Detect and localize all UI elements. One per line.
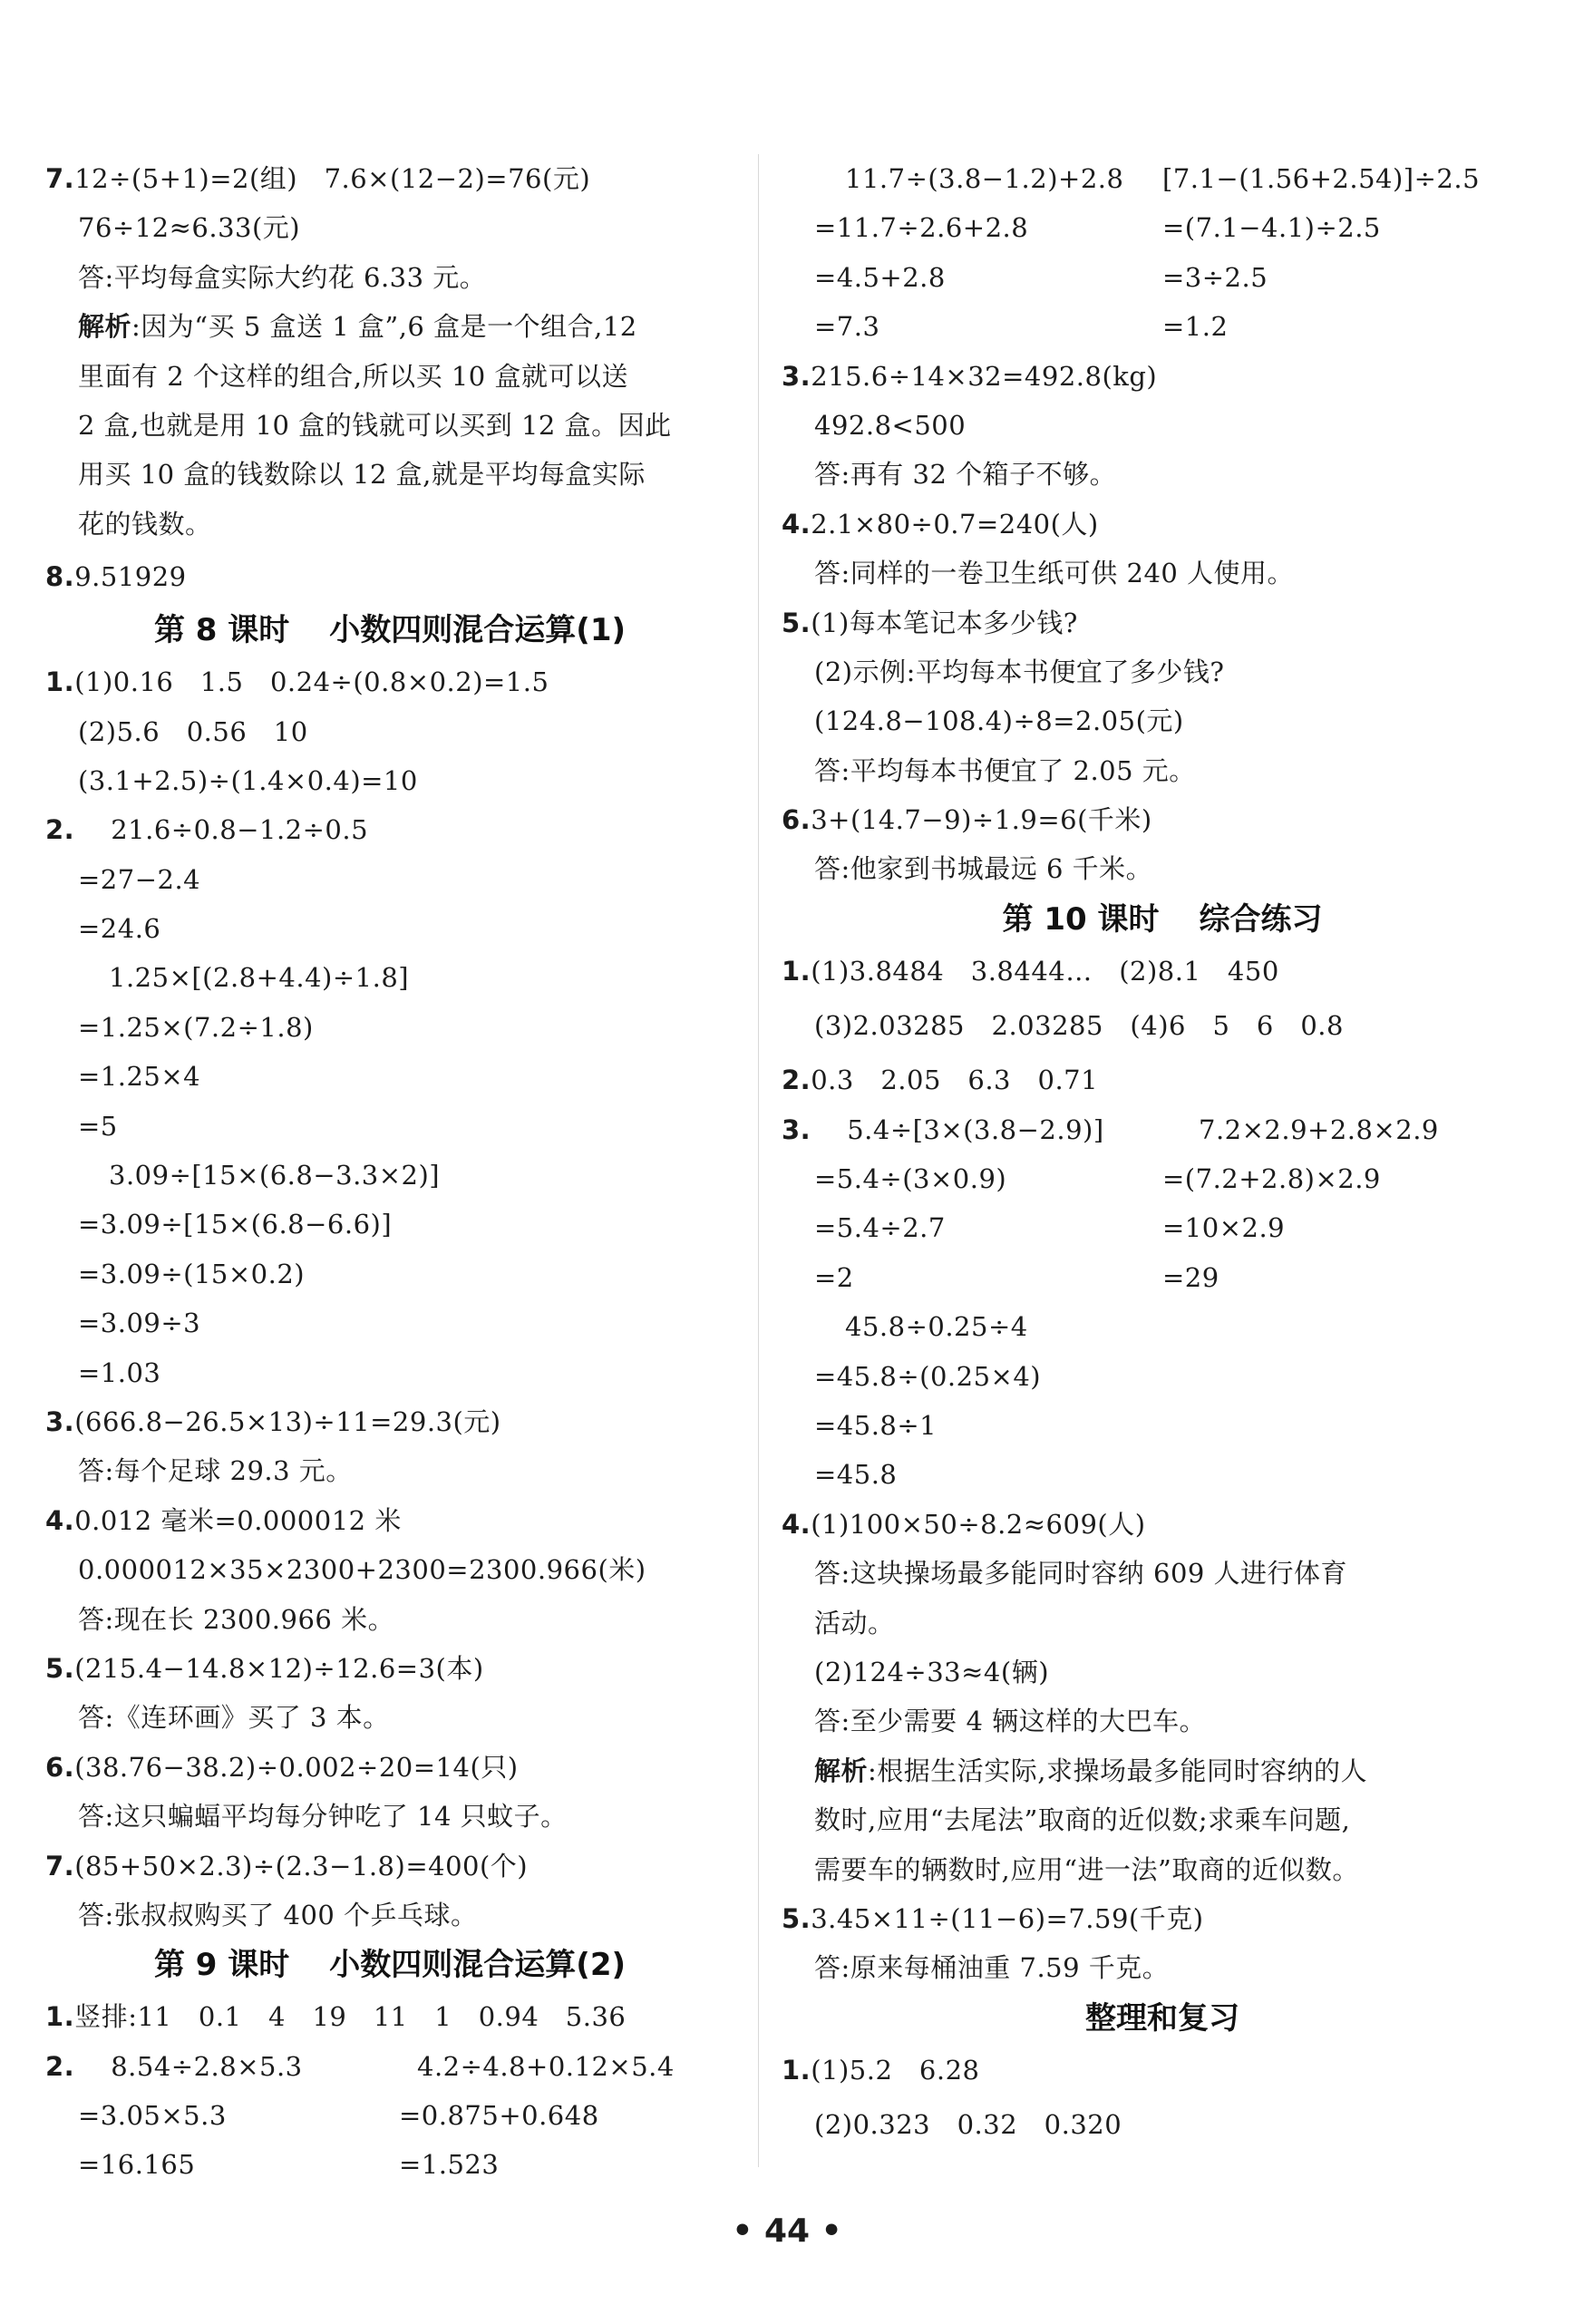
answer-line: 1.(1)0.16 1.5 0.24÷(0.8×0.2)=1.5 [45,666,549,698]
two-column-calc [45,2042,734,2190]
answer-line: 答:他家到书城最远 6 千米。 [814,853,1153,885]
question-number: 7. [45,163,75,194]
answer-line: [7.1−(1.56+2.54)]÷2.5 [1162,163,1481,194]
answer-line: =27−2.4 [78,863,201,895]
answer-line: 1.25×[(2.8+4.4)÷1.8] [109,962,410,994]
answer-line: 8.9.51929 [45,561,187,593]
lesson-10-heading: 第 10 课时 综合练习 [1002,900,1323,938]
answer-line: (124.8−108.4)÷8=2.05(元) [814,705,1184,737]
answer-line: =4.5+2.8 [814,261,946,293]
answer-line: 3. 5.4÷[3×(3.8−2.9)] [782,1113,1104,1145]
answer-line: 492.8<500 [814,409,967,441]
answer-line: 7.12÷(5+1)=2(组) 7.6×(12−2)=76(元) [45,163,591,194]
answer-line: 答:再有 32 个箱子不够。 [814,459,1117,491]
answer-line: =45.8 [814,1459,898,1491]
answer-line: 6.(38.76−38.2)÷0.002÷20=14(只) [45,1751,519,1783]
answer-line: 答:现在长 2300.966 米。 [78,1603,395,1635]
answer-line: =1.2 [1162,311,1229,343]
two-column-calc [782,1105,1543,1303]
analysis-line: 需要车的辆数时,应用“进一法”取商的近似数。 [814,1853,1359,1885]
analysis-line: 解析:因为“买 5 盒送 1 盒”,6 盒是一个组合,12 [78,311,637,343]
answer-line: 4.0.012 毫米=0.000012 米 [45,1504,402,1536]
answer-line: (2)0.323 0.32 0.320 [814,2109,1122,2141]
answer-line: 4.2÷4.8+0.12×5.4 [417,2050,675,2082]
answer-line: 答:这只蝙蝠平均每分钟吃了 14 只蚊子。 [78,1801,568,1833]
answer-line: =1.03 [78,1356,161,1388]
analysis-line: 里面有 2 个这样的组合,所以买 10 盒就可以送 [78,360,628,392]
answer-line: =1.523 [399,2149,500,2181]
answer-line: 0.000012×35×2300+2300=2300.966(米) [78,1554,646,1586]
answer-line: =3.09÷(15×0.2) [78,1258,306,1289]
answer-line: =10×2.9 [1162,1212,1286,1244]
answer-line: =45.8÷1 [814,1409,938,1441]
answer-line: 7.2×2.9+2.8×2.9 [1199,1113,1439,1145]
answer-line: 4.(1)100×50÷8.2≈609(人) [782,1508,1146,1540]
answer-line: 5.(1)每本笔记本多少钱? [782,607,1078,638]
answer-line: =(7.1−4.1)÷2.5 [1162,212,1381,244]
answer-line: =0.875+0.648 [399,2100,599,2132]
analysis-label: 解析 [814,1755,869,1786]
answer-line: 活动。 [814,1607,895,1638]
answer-line: 答:同样的一卷卫生纸可供 240 人使用。 [814,558,1295,589]
answer-line: 4.2.1×80÷0.7=240(人) [782,508,1099,540]
answer-line: =1.25×4 [78,1061,201,1093]
answer-line: 3.(666.8−26.5×13)÷11=29.3(元) [45,1405,501,1437]
answer-line: (2)5.6 0.56 10 [78,715,308,747]
answer-line: (2)124÷33≈4(辆) [814,1656,1050,1687]
answer-line: 2.0.3 2.05 6.3 0.71 [782,1065,1099,1096]
answer-line: =24.6 [78,913,161,945]
answer-line: 1.(1)5.2 6.28 [782,2054,980,2086]
two-column-calc [782,154,1543,352]
answer-line: 5.3.45×11÷(11−6)=7.59(千克) [782,1902,1204,1934]
answer-line: 答:每个足球 29.3 元。 [78,1455,353,1487]
answer-line: 7.(85+50×2.3)÷(2.3−1.8)=400(个) [45,1850,529,1882]
answer-line: =29 [1162,1261,1219,1293]
answer-line: 答:这块操场最多能同时容纳 609 人进行体育 [814,1558,1348,1590]
answer-line: =5 [78,1110,118,1142]
answer-line: 答:至少需要 4 辆这样的大巴车。 [814,1706,1207,1737]
answer-line: 45.8÷0.25÷4 [845,1311,1028,1343]
right-column [782,154,1543,2154]
analysis-label: 解析 [78,311,132,343]
answer-line: =3.09÷[15×(6.8−6.6)] [78,1209,393,1240]
answer-line: =(7.2+2.8)×2.9 [1162,1163,1381,1195]
answer-line: 3.09÷[15×(6.8−3.3×2)] [109,1160,441,1191]
review-heading: 整理和复习 [1085,1999,1239,2037]
answer-line: =1.25×(7.2÷1.8) [78,1011,314,1043]
analysis-line: 数时,应用“去尾法”取商的近似数;求乘车问题, [814,1804,1351,1836]
column-divider [758,154,759,2167]
analysis-line: 用买 10 盒的钱数除以 12 盒,就是平均每盒实际 [78,459,646,491]
answer-line: 2. 8.54÷2.8×5.3 [45,2050,303,2082]
answer-line: 11.7÷(3.8−1.2)+2.8 [845,163,1124,194]
answer-line: 76÷12≈6.33(元) [78,212,301,244]
answer-line: 答:《连环画》买了 3 本。 [78,1702,390,1734]
left-column [45,154,734,2190]
answer-line: =7.3 [814,311,880,343]
answer-line: (2)示例:平均每本书便宜了多少钱? [814,656,1225,687]
lesson-9-heading: 第 9 课时 小数四则混合运算(2) [153,1947,627,1984]
answer-line: 答:平均每盒实际大约花 6.33 元。 [78,261,487,293]
answer-line: =3.09÷3 [78,1308,201,1339]
analysis-line: 解析:根据生活实际,求操场最多能同时容纳的人 [814,1755,1368,1786]
answer-line: =5.4÷2.7 [814,1212,946,1244]
answer-line: 6.3+(14.7−9)÷1.9=6(千米) [782,804,1152,836]
lesson-8-heading: 第 8 课时 小数四则混合运算(1) [153,612,627,649]
answer-line: 答:平均每本书便宜了 2.05 元。 [814,754,1196,786]
answer-line: (3)2.03285 2.03285 (4)6 5 6 0.8 [814,1010,1344,1042]
answer-line: =3÷2.5 [1162,261,1268,293]
answer-line: =3.05×5.3 [78,2100,227,2132]
answer-line: (3.1+2.5)÷(1.4×0.4)=10 [78,764,418,796]
answer-line: 答:张叔叔购买了 400 个乒乓球。 [78,1899,478,1930]
analysis-line: 花的钱数。 [78,508,212,540]
answer-line: =5.4÷(3×0.9) [814,1163,1007,1195]
answer-line: 答:原来每桶油重 7.59 千克。 [814,1952,1170,1984]
answer-line: =45.8÷(0.25×4) [814,1360,1042,1392]
answer-line: 2. 21.6÷0.8−1.2÷0.5 [45,814,369,846]
answer-line: =16.165 [78,2149,196,2181]
page-number: • 44 • [732,2212,842,2250]
answer-line: 1.(1)3.8484 3.8444… (2)8.1 450 [782,955,1279,987]
answer-line: =11.7÷2.6+2.8 [814,212,1029,244]
analysis-line: 2 盒,也就是用 10 盒的钱就可以买到 12 盒。因此 [78,409,672,441]
answer-line: 5.(215.4−14.8×12)÷12.6=3(本) [45,1652,484,1684]
answer-line: =2 [814,1261,854,1293]
answer-line: 1.竖排:11 0.1 4 19 11 1 0.94 5.36 [45,2001,627,2033]
answer-line: 3.215.6÷14×32=492.8(kg) [782,360,1158,392]
